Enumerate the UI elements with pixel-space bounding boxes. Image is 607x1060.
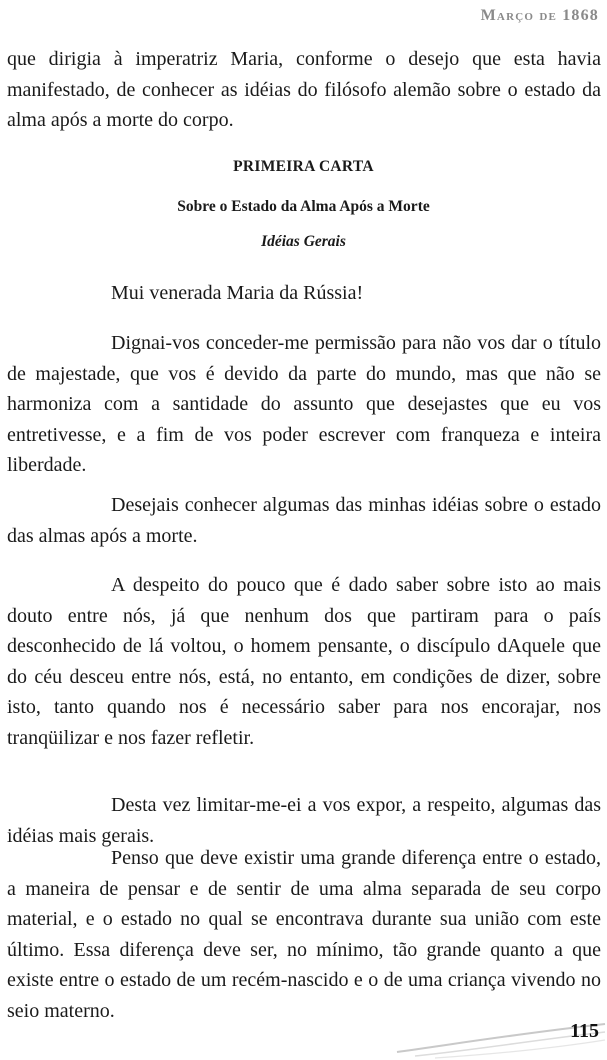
continuation-paragraph: que dirigia à imperatriz Maria, conforme o desejo que esta havia manifestado, de conhecer as idéias do filósofo alemão sobre o estado da alma após a morte do corpo. xyxy=(7,48,601,131)
salutation: Mui venerada Maria da Rússia! xyxy=(111,282,364,304)
page-number: 115 xyxy=(570,1020,599,1042)
letter-title: PRIMEIRA CARTA xyxy=(233,158,374,175)
running-header: Março de 1868 xyxy=(480,7,599,24)
paragraph: Desejais conhecer algumas das minhas idéias sobre o estado das almas após a morte. xyxy=(7,494,601,547)
paragraph: Penso que deve existir uma grande diferença entre o estado, a maneira de pensar e de sentir de uma alma separada de seu corpo material, e o estado no qual se encontrava durante sua união com este último. Essa diferença deve ser, no mínimo, tão grande quanto a que existe entre o estado de um recém-nascido e o de uma criança vivendo no seio materno. xyxy=(7,847,601,1022)
letter-section-title: Idéias Gerais xyxy=(261,233,346,250)
paragraph: Desta vez limitar-me-ei a vos expor, a respeito, algumas das idéias mais gerais. xyxy=(7,794,601,847)
paragraph: A despeito do pouco que é dado saber sobre isto ao mais douto entre nós, já que nenhum dos que partiram para o país desconhecido de lá voltou, o homem pensante, o discípulo dAquele que do céu desceu entre nós, está, no entanto, em condições de dizer, sobre isto, tanto quando nos é necessário saber para nos encorajar, nos tranqüilizar e nos fazer refletir. xyxy=(7,574,601,749)
paragraph: Dignai-vos conceder-me permissão para não vos dar o título de majestade, que vos é devido da parte do mundo, mas que não se harmoniza com a santidade do assunto que desejastes que eu vos entretivesse, e a fim de vos poder escrever com franqueza e inteira liberdade. xyxy=(7,332,601,476)
letter-subtitle: Sobre o Estado da Alma Após a Morte xyxy=(177,198,430,215)
